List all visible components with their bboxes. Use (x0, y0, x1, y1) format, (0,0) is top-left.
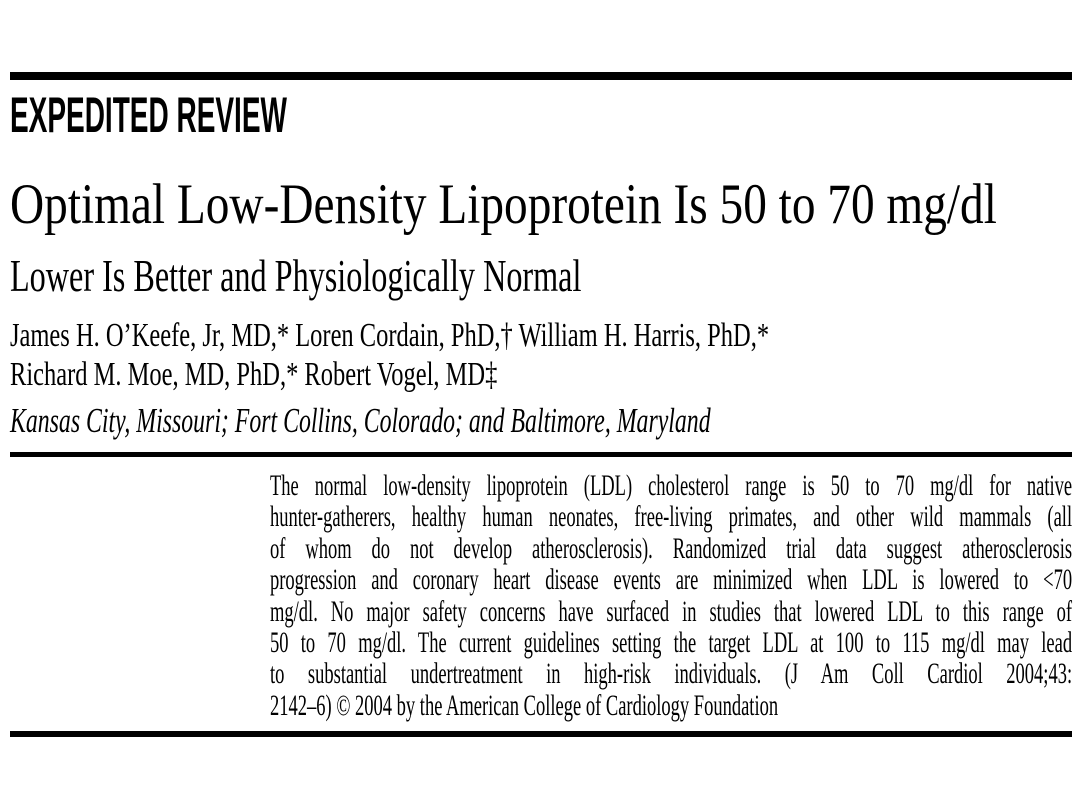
section-label: EXPEDITED REVIEW (10, 87, 287, 143)
bottom-rule (10, 731, 1072, 737)
author-line: James H. O’Keefe, Jr, MD,* Loren Cordain, PhD,† William H. Harris, PhD,* (10, 317, 770, 354)
abstract-line: of whom do not develop atherosclerosis). Randomized trial data suggest atherosclerosis (270, 531, 1073, 565)
middle-rule (10, 452, 1072, 457)
author-list (10, 316, 769, 394)
abstract-line: hunter-gatherers, healthy human neonates, free-living primates, and other wild mammals (all (270, 500, 1073, 534)
page-subtitle: Lower Is Better and Physiologically Normal (10, 250, 582, 301)
abstract-line: mg/dl. No major safety concerns have surfaced in studies that lowered LDL to this range of (270, 594, 1073, 628)
top-rule (10, 72, 1072, 80)
abstract-paragraph (270, 470, 1072, 721)
abstract-line: 50 to 70 mg/dl. The current guidelines setting the target LDL at 100 to 115 mg/dl may lead (270, 626, 1073, 660)
abstract-line: The normal low-density lipoprotein (LDL) cholesterol range is 50 to 70 mg/dl for native (270, 469, 1073, 502)
abstract-line: progression and coronary heart disease events are minimized when LDL is lowered to <70 (270, 563, 1073, 597)
affiliations-line: Kansas City, Missouri; Fort Collins, Colorado; and Baltimore, Maryland (10, 401, 711, 440)
abstract-line: 2142–6) © 2004 by the American College of Cardiology Foundation (270, 688, 779, 722)
author-line: Richard M. Moe, MD, PhD,* Robert Vogel, MD‡ (10, 356, 498, 393)
page-title: Optimal Low-Density Lipoprotein Is 50 to 70 mg/dl (10, 173, 997, 236)
abstract-line: to substantial undertreatment in high-risk individuals. (J Am Coll Cardiol 2004;43: (270, 657, 1073, 691)
